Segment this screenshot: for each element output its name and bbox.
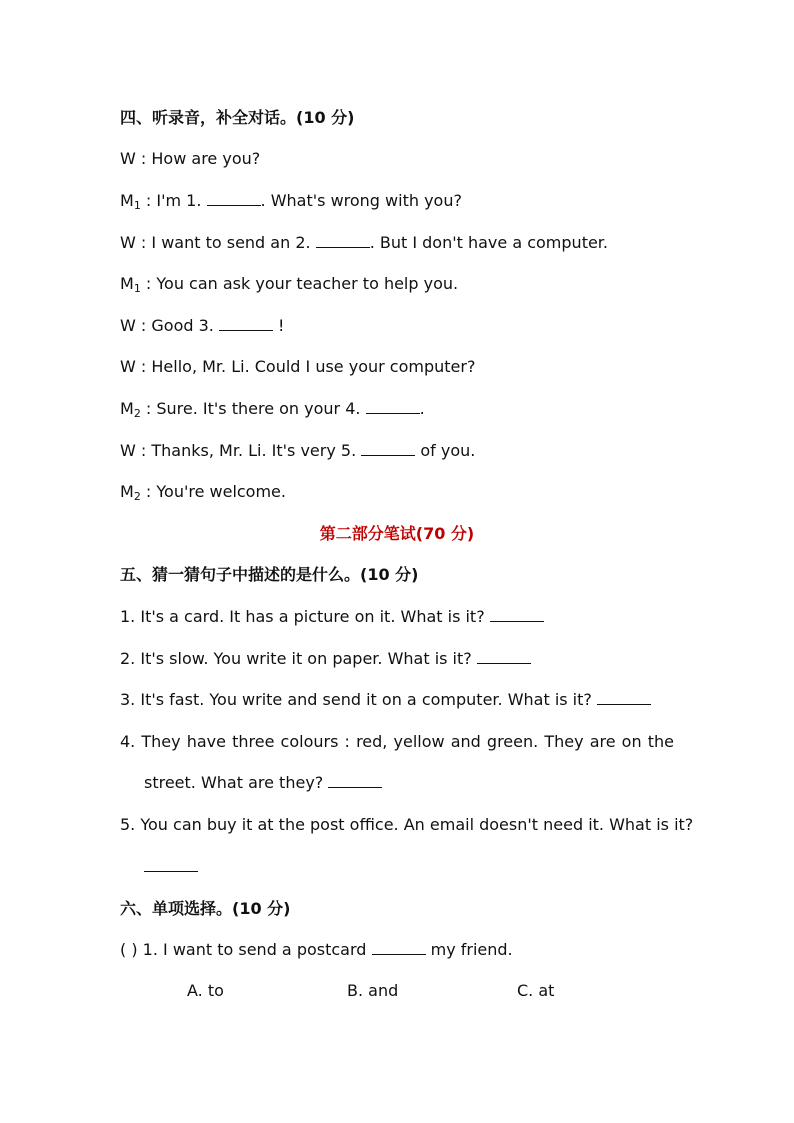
speaker: W (120, 316, 136, 335)
answer-blank[interactable] (372, 940, 426, 955)
dialogue-text-pre: I'm 1. (156, 191, 202, 210)
speaker-subscript: 2 (133, 407, 141, 420)
speaker: W (120, 357, 136, 376)
answer-blank-1[interactable] (207, 191, 261, 206)
dialogue-text-post: . But I don't have a computer. (369, 233, 608, 252)
answer-blank-5[interactable] (361, 441, 415, 456)
speaker: W (120, 233, 136, 252)
dialogue-text: You're welcome. (156, 482, 286, 501)
option-b[interactable]: B. and (347, 981, 399, 1000)
speaker-subscript: 1 (133, 199, 141, 212)
dialogue-text: How are you? (151, 149, 261, 168)
speaker: W (120, 441, 136, 460)
answer-blank[interactable] (490, 607, 544, 622)
dialogue-text: Hello, Mr. Li. Could I use your computer? (151, 357, 476, 376)
dialogue-line-2: $M_1$ : I'm 1. . What's wrong with you? (120, 191, 462, 212)
speaker: M (120, 274, 134, 293)
dialogue-text-pre: Thanks, Mr. Li. It's very 5. (151, 441, 357, 460)
dialogue-line-4: $M_1$ : You can ask your teacher to help you. (120, 274, 459, 295)
guess-question-4-line-1: 4. They have three colours : red, yellow and green. They are on the (120, 732, 674, 751)
dialogue-line-7: $M_2$ : Sure. It's there on your 4. . (120, 399, 425, 420)
section4-title: 四、听录音，补全对话。(10 分) (120, 108, 355, 127)
section5-title: 五、猜一猜句子中描述的是什么。(10 分) (120, 565, 419, 584)
question-text: street. What are they? (144, 773, 324, 792)
choice-question-1 (120, 940, 513, 960)
dialogue-text-pre: I want to send an 2. (151, 233, 311, 252)
question-text-pre: 1. I want to send a postcard (142, 940, 367, 959)
answer-blank[interactable] (597, 690, 651, 705)
question-text: 2. It's slow. You write it on paper. What is it? (120, 649, 472, 668)
option-c[interactable]: C. at (517, 981, 555, 1000)
answer-blank-4[interactable] (366, 399, 420, 414)
question-text: 3. It's fast. You write and send it on a computer. What is it? (120, 690, 592, 709)
part2-title: 第二部分笔试(70 分) (319, 524, 475, 543)
dialogue-line-5: W : Good 3. ! (120, 316, 285, 335)
guess-question-5: 5. You can buy it at the post office. An email doesn't need it. What is it? (120, 815, 694, 834)
speaker: M (120, 399, 134, 418)
guess-question-5-answer-row (144, 857, 198, 877)
speaker: W (120, 149, 136, 168)
dialogue-line-6: W : Hello, Mr. Li. Could I use your computer? (120, 357, 476, 376)
dialogue-line-8: W : Thanks, Mr. Li. It's very 5. of you. (120, 441, 476, 460)
answer-blank[interactable] (477, 649, 531, 664)
question-text: 1. It's a card. It has a picture on it. What is it? (120, 607, 485, 626)
dialogue-text-post: . What's wrong with you? (260, 191, 462, 210)
section6-title: 六、单项选择。(10 分) (120, 899, 291, 918)
dialogue-text-post: . (419, 399, 425, 418)
dialogue-text-pre: Good 3. (151, 316, 214, 335)
guess-question-2 (120, 649, 531, 669)
dialogue-line-1: W : How are you? (120, 149, 261, 168)
answer-parentheses[interactable]: ( ) (120, 940, 138, 959)
speaker: M (120, 482, 134, 501)
dialogue-line-9: $M_2$ : You're welcome. (120, 482, 286, 503)
guess-question-3 (120, 690, 651, 710)
speaker: M (120, 191, 134, 210)
dialogue-text-pre: Sure. It's there on your 4. (156, 399, 361, 418)
answer-blank[interactable] (144, 857, 198, 872)
answer-blank-2[interactable] (316, 233, 370, 248)
question-text-post: my friend. (425, 940, 513, 959)
dialogue-text-post: of you. (415, 441, 476, 460)
guess-question-4-line-2 (144, 773, 382, 793)
answer-blank[interactable] (328, 773, 382, 788)
option-a[interactable]: A. to (187, 981, 224, 1000)
dialogue-line-3: W : I want to send an 2. . But I don't have a computer. (120, 233, 608, 252)
answer-blank-3[interactable] (219, 316, 273, 331)
dialogue-text-post: ! (272, 316, 285, 335)
speaker-subscript: 2 (133, 490, 141, 503)
guess-question-1 (120, 607, 544, 627)
speaker-subscript: 1 (133, 282, 141, 295)
dialogue-text: You can ask your teacher to help you. (156, 274, 459, 293)
